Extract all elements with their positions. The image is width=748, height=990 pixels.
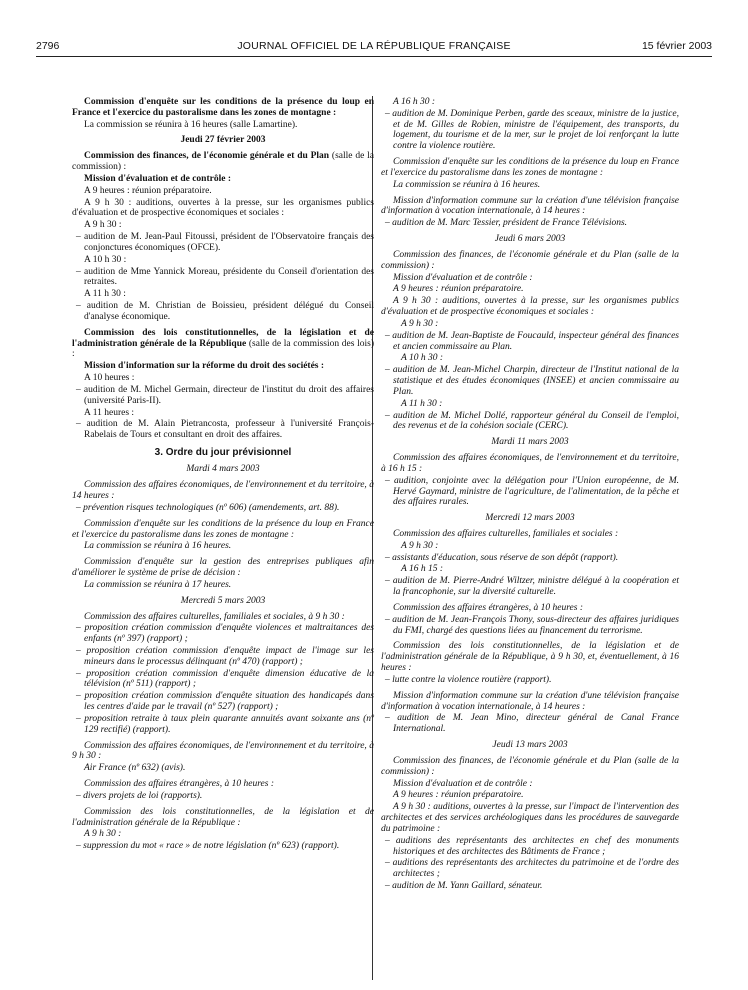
block-title: Commission des lois constitutionnelles, de la législation et de l'administration générale de la République, à 9 h 30, et, éventuellement, à 16 heures : (381, 641, 679, 674)
block-title: Commission des affaires économiques, de l'environnement et du territoire, à 14 heures : (72, 480, 374, 502)
mission-title: Mission d'information sur la réforme du droit des sociétés : (84, 361, 325, 372)
agenda-item: – assistants d'éducation, sous réserve de son dépôt (rapport). (385, 552, 619, 563)
page-header (36, 36, 712, 57)
agenda-item: – divers projets de loi (rapports). (76, 790, 203, 801)
block-title: Mission d'information commune sur la création d'une télévision française d'information à vocation internationale, à 14 heures : (381, 690, 679, 712)
block-text: La commission se réunira à 16 heures. (393, 179, 541, 190)
time-line: A 9 h 30 : (401, 540, 439, 551)
agenda-item: – suppression du mot « race » de notre législation (nº 623) (rapport). (76, 841, 340, 852)
agenda-line: A 9 heures : réunion préparatoire. (393, 284, 524, 295)
agenda-item: – proposition création commission d'enquête violences et maltraitances des enfants (nº 397) (rapport) ; (76, 623, 374, 645)
agenda-item: – audition de M. Jean-Paul Fitoussi, président de l'Observatoire français des conjonctures économiques (OFCE). (76, 232, 374, 253)
agenda-item: – prévention risques technologiques (nº 606) (amendements, art. 88). (76, 502, 340, 513)
time-line: A 16 h 30 : (393, 97, 436, 107)
agenda-item: – audition de M. Pierre-André Wiltzer, ministre délégué à la coopération et la francophonie, sur la diversité culturelle. (385, 576, 679, 598)
block-title: Commission des affaires culturelles, familiales et sociales : (393, 528, 619, 539)
agenda-item: – auditions des représentants des architectes en chef des monuments historiques et des architectes des Bâtiments de France ; (385, 835, 679, 857)
right-column (381, 97, 679, 893)
day-heading: Mercredi 12 mars 2003 (485, 513, 575, 524)
agenda-line: A 9 heures : réunion préparatoire. (393, 790, 524, 801)
block-title: Commission des affaires économiques, de l'environnement et du territoire, à 16 h 15 : (381, 453, 679, 474)
block-title: Commission des affaires culturelles, familiales et sociales, à 9 h 30 : (84, 611, 345, 622)
day-heading: Jeudi 6 mars 2003 (494, 234, 566, 245)
time-line: A 11 h 30 : (84, 289, 126, 300)
block-text: La commission se réunira à 16 heures. (84, 541, 232, 552)
agenda-item: – auditions des représentants des architectes du patrimoine et de l'ordre des architectes ; (385, 858, 679, 880)
issue-date: 15 février 2003 (641, 40, 712, 52)
block-title: Commission d'enquête sur les conditions de la présence du loup en France et l'exercice du pastoralisme dans les zones de montagne : (381, 157, 679, 178)
block-title: Commission des finances, de l'économie générale et du Plan (salle de la commission) : (381, 755, 679, 777)
block-title: Commission des affaires étrangères, à 10 heures : (84, 779, 274, 790)
agenda-item: – proposition création commission d'enquête situation des handicapés dans les centres d'aide par le travail (nº 527) (rapport) ; (76, 691, 374, 713)
day-heading: Jeudi 13 mars 2003 (492, 740, 568, 751)
block-title: Commission des affaires étrangères, à 10 heures : (393, 602, 583, 613)
agenda-item: – audition de M. Jean Mino, directeur général de Canal France International. (385, 713, 679, 735)
time-line: A 11 heures : (84, 407, 135, 418)
agenda-item: – audition de M. Jean-Michel Charpin, directeur de l'Institut national de la statistique et des études économiques (INSEE) et ancien commissaire au Plan. (385, 365, 679, 397)
agenda-item: – proposition retraite à taux plein quarante annuités avant soixante ans (nº 129 rectifié) (rapport). (76, 713, 374, 735)
page-number: 2796 (36, 40, 60, 52)
block-text: La commission se réunira à 16 heures (salle Lamartine). (84, 119, 298, 130)
block-title (72, 328, 374, 360)
agenda-item: – audition de M. Dominique Perben, garde des sceaux, ministre de la justice, et de M. Gilles de Robien, ministre de l'équipement, des transports, du logement, du tourisme et de la mer, sur le projet de loi renforçant la lutte contre la violence routière. (385, 108, 679, 152)
agenda-item: – audition de M. Michel Germain, directeur de l'institut du droit des affaires (université Paris-II). (76, 384, 374, 406)
time-line: A 10 heures : (84, 373, 135, 384)
agenda-item: – audition de M. Marc Tessier, président de France Télévisions. (385, 218, 628, 229)
time-line: A 9 h 30 : (401, 318, 439, 329)
block-title: Commission des lois constitutionnelles, de la législation et de l'administration générale de la République : (72, 806, 374, 828)
block-title: Commission des affaires économiques, de l'environnement et du territoire, à 9 h 30 : (72, 740, 374, 762)
agenda-line: Air France (nº 632) (avis). (84, 763, 186, 774)
journal-title: JOURNAL OFFICIEL DE LA RÉPUBLIQUE FRANÇAISE (237, 40, 511, 52)
block-title: Commission d'enquête sur les conditions de la présence du loup en France et l'exercice du pastoralisme dans les zones de montagne : (72, 518, 374, 540)
day-heading: Mercredi 5 mars 2003 (180, 595, 266, 606)
block-title (72, 151, 374, 173)
agenda-line: A 9 h 30 : auditions, ouvertes à la presse, sur les organismes publics d'évaluation et de prospective économiques et sociales : (72, 197, 374, 219)
time-line: A 9 h 30 : (84, 220, 122, 231)
day-heading: Mardi 11 mars 2003 (491, 437, 569, 448)
agenda-item: – audition de M. Jean-Baptiste de Foucauld, inspecteur général des finances et ancien commissaire au Plan. (385, 330, 679, 352)
agenda-item: – audition de Mme Yannick Moreau, présidente du Conseil d'orientation des retraites. (76, 266, 374, 288)
committee-name: Commission des lois constitutionnelles, de la législation et de l'administration générale de la République (72, 327, 374, 349)
agenda-line: A 9 h 30 : auditions, ouvertes à la presse, sur les organismes publics d'évaluation et de prospective économiques et sociales : (381, 296, 679, 318)
agenda-item: – audition de M. Alain Pietrancosta, professeur à l'université François-Rabelais de Tours et consultant en droit des affaires. (76, 419, 374, 441)
committee-room: (salle de la commission des lois) : (72, 338, 375, 360)
mission-title: Mission d'évaluation et de contrôle : (393, 272, 533, 283)
mission-title: Mission d'évaluation et de contrôle : (84, 173, 231, 184)
agenda-item: – audition de M. Christian de Boissieu, président délégué du Conseil d'analyse économique. (76, 301, 374, 322)
agenda-item: – audition de M. Jean-François Thony, sous-directeur des affaires juridiques du FMI, chargé des questions liées au financement du terrorisme. (385, 614, 679, 636)
committee-name: Commission des finances, de l'économie générale et du Plan (84, 151, 330, 162)
agenda-item: – audition de M. Michel Dollé, rapporteur général du Conseil de l'emploi, des revenus et de la cohésion sociale (CERC). (385, 410, 679, 432)
time-line: A 16 h 15 : (401, 564, 444, 575)
agenda-item: – proposition création commission d'enquête impact de l'image sur les mineurs dans le processus délinquant (nº 470) (rapport) ; (76, 646, 374, 667)
section-heading: 3. Ordre du jour prévisionnel (154, 447, 292, 459)
block-title: Commission des finances, de l'économie générale et du Plan (salle de la commission) : (381, 249, 679, 271)
time-line: A 9 h 30 : (84, 829, 122, 840)
agenda-line: A 9 heures : réunion préparatoire. (84, 185, 212, 196)
committee-room: (salle de la commission) : (72, 151, 374, 173)
mission-title: Mission d'évaluation et de contrôle : (393, 778, 533, 789)
time-line: A 11 h 30 : (401, 398, 443, 409)
agenda-line: A 9 h 30 : auditions, ouvertes à la presse, sur l'impact de l'intervention des architectes et des services archéologiques dans les procédures de sauvegarde du patrimoine : (381, 802, 679, 834)
agenda-item: – proposition création commission d'enquête dimension éducative de la télévision (nº 511) (rapport) ; (76, 668, 374, 690)
time-line: A 10 h 30 : (84, 254, 127, 265)
time-line: A 10 h 30 : (401, 353, 444, 364)
agenda-item: – lutte contre la violence routière (rapport). (385, 674, 552, 685)
day-heading: Mardi 4 mars 2003 (186, 464, 260, 475)
block-title: Commission d'enquête sur la gestion des entreprises publiques afin d'améliorer le système de prise de décision : (72, 557, 374, 579)
block-text: La commission se réunira à 17 heures. (84, 579, 232, 590)
day-heading: Jeudi 27 février 2003 (180, 135, 266, 146)
left-column (72, 97, 374, 853)
block-title: Mission d'information commune sur la création d'une télévision française d'information à vocation internationale, à 14 heures : (381, 195, 679, 217)
block-title: Commission d'enquête sur les conditions de la présence du loup en France et l'exercice du pastoralisme dans les zones de montagne : (72, 97, 374, 118)
agenda-item: – audition, conjointe avec la délégation pour l'Union européenne, de M. Hervé Gaymard, ministre de l'agriculture, de l'alimentation, de la pêche et des affaires rurales. (385, 475, 679, 508)
agenda-item: – audition de M. Yann Gaillard, sénateur. (385, 881, 543, 891)
